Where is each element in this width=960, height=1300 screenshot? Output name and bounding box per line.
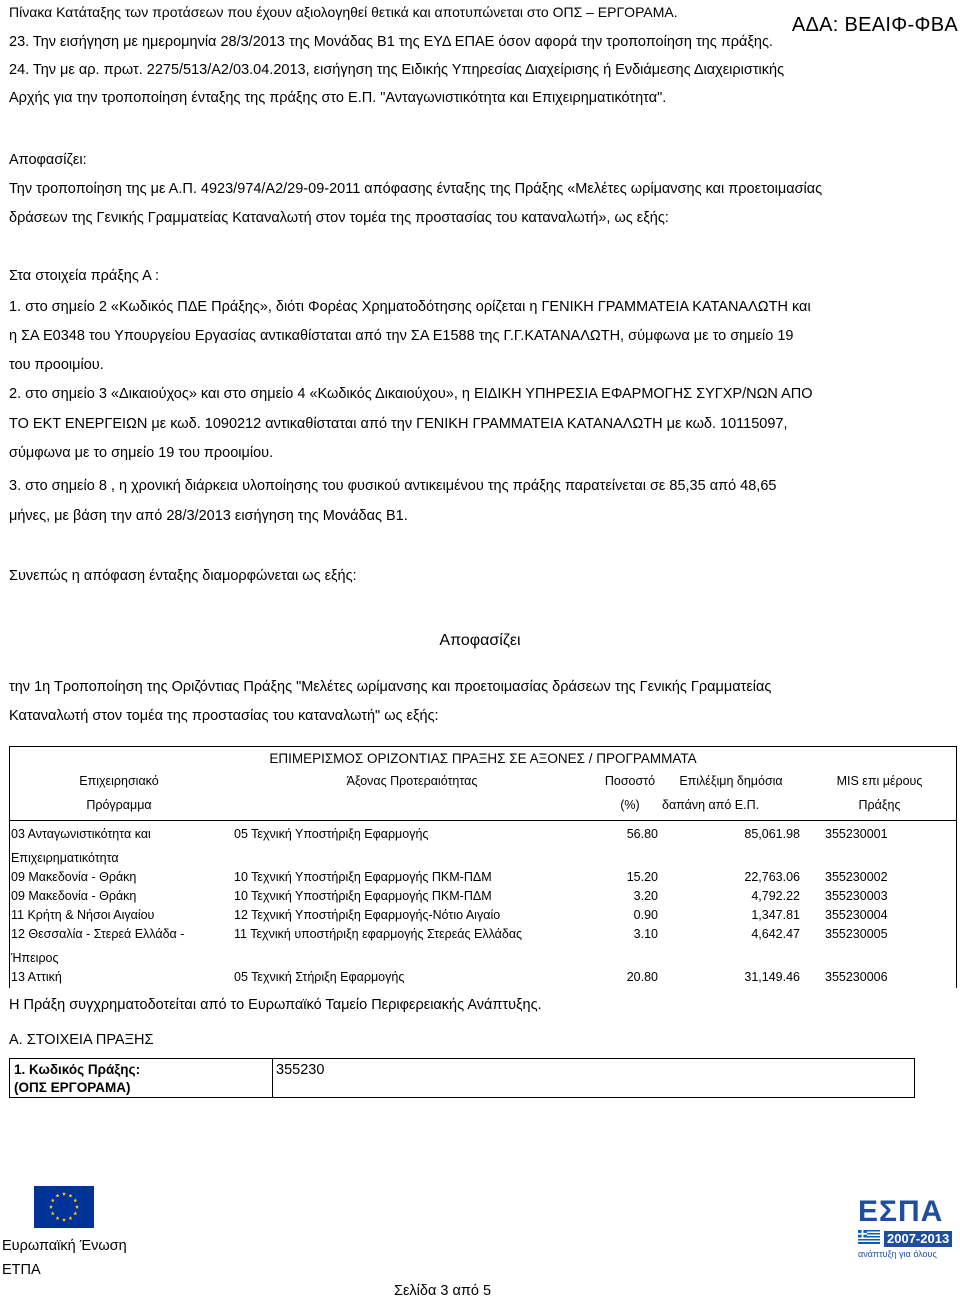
greek-flag-icon <box>858 1230 880 1247</box>
table-row-4-mis: 355230004 <box>825 908 888 922</box>
table-row-1-percent: 56.80 <box>626 827 658 841</box>
table-row-6-percent: 20.80 <box>626 970 658 984</box>
ada-code: ΑΔΑ: ΒΕΑΙΦ-ΦΒΑ <box>791 14 958 36</box>
table-row-3-mis: 355230003 <box>825 889 888 903</box>
eu-flag-icon <box>34 1186 94 1231</box>
table-row-5-axis: 11 Τεχνική υποστήριξη εφαρμογής Στερεάς Ελλάδας <box>234 927 523 941</box>
espa-slogan: ανάπτυξη για όλους <box>858 1249 937 1259</box>
table-row-5-percent: 3.10 <box>633 927 658 941</box>
table-row-2-program: 09 Μακεδονία - Θράκη <box>11 870 137 884</box>
table-row-1-expense: 85,061.98 <box>744 827 800 841</box>
modification-line1: Την τροποποίηση της με Α.Π. 4923/974/Α2/29-09-2011 απόφασης ένταξης της Πράξης «Μελέτες ωρίμανσης και προετοιμασίας <box>9 181 823 197</box>
espa-years: 2007-2013 <box>884 1231 952 1247</box>
consequently-line: Συνεπώς η απόφαση ένταξης διαμορφώνεται ως εξής: <box>9 568 357 584</box>
table-row-3-expense: 4,792.22 <box>751 889 800 903</box>
header-program: Επιχειρησιακό Πρόγραμμα <box>79 774 159 812</box>
table-row-3-axis: 10 Τεχνική Υποστήριξη Εφαρμογής ΠΚΜ-ΠΔΜ <box>234 889 492 903</box>
item1-line1: 1. στο σημείο 2 «Κωδικός ΠΔΕ Πράξης», διότι Φορέας Χρηματοδότησης ορίζεται η ΓΕΝΙΚΗ ΓΡΑΜΜΑΤΕΙΑ ΚΑΤΑΝΑΛΩΤΗ και <box>9 299 811 315</box>
header-expense: Επιλέξιμη δημόσια δαπάνη από Ε.Π. <box>662 774 783 812</box>
table-row-4-program: 11 Κρήτη & Νήσοι Αιγαίου <box>11 908 155 922</box>
project-code-divider <box>272 1059 273 1097</box>
project-code-value: 355230 <box>276 1062 325 1078</box>
table-row-6-program: 13 Αττική <box>11 970 62 984</box>
table-row-1-program: 03 Ανταγωνιστικότητα και Επιχειρηματικότητα <box>11 827 151 865</box>
paragraph-23: 23. Την εισήγηση με ημερομηνία 28/3/2013 της Μονάδας Β1 της ΕΥΔ ΕΠΑΕ όσον αφορά την τροποποίηση της πράξης. <box>9 34 773 50</box>
first-modification-line2: Καταναλωτή στον τομέα της προστασίας του καταναλωτή" ως εξής: <box>9 708 439 724</box>
decides-label: Αποφασίζει: <box>9 152 87 168</box>
paragraph-24-line2: Αρχής για την τροποποίηση ένταξης της πράξης στο Ε.Π. "Ανταγωνιστικότητα και Επιχειρηματικότητα". <box>9 90 667 106</box>
table-row-2-percent: 15.20 <box>626 870 658 884</box>
item2-line2: ΤΟ ΕΚΤ ΕΝΕΡΓΕΙΩΝ με κωδ. 1090212 αντικαθίσταται από την ΓΕΝΙΚΗ ΓΡΑΜΜΑΤΕΙΑ ΚΑΤΑΝΑΛΩΤΗ με κωδ. 10115097, <box>9 416 788 432</box>
table-row-6-expense: 31,149.46 <box>744 970 800 984</box>
item2-line3: σύμφωνα με το σημείο 19 του προοιμίου. <box>9 445 274 461</box>
table-row-5-mis: 355230005 <box>825 927 888 941</box>
table-row-5-expense: 4,642.47 <box>751 927 800 941</box>
table-row-5-program: 12 Θεσσαλία - Στερεά Ελλάδα - Ήπειρος <box>11 927 185 965</box>
eu-label: Ευρωπαϊκή Ένωση <box>2 1238 127 1254</box>
table-row-4-percent: 0.90 <box>633 908 658 922</box>
page-number: Σελίδα 3 από 5 <box>394 1283 492 1299</box>
item1-line2: η ΣΑ Ε0348 του Υπουργείου Εργασίας αντικαθίσταται από την ΣΑ Ε1588 της Γ.Γ.ΚΑΤΑΝΑΛΩΤΗ, σύμφωνα με το σημείο 19 <box>9 328 794 344</box>
table-row-4-expense: 1,347.81 <box>751 908 800 922</box>
item1-line3: του προοιμίου. <box>9 357 104 373</box>
header-axis: Άξονας Προτεραιότητας <box>346 774 478 788</box>
cofinance-note: Η Πράξη συγχρηματοδοτείται από το Ευρωπαϊκό Ταμείο Περιφερειακής Ανάπτυξης. <box>9 997 542 1013</box>
header-top-line: Πίνακα Κατάταξης των προτάσεων που έχουν αξιολογηθεί θετικά και αποτυπώνεται στο ΟΠΣ – ΕΡΓΟΡΑΜΑ. <box>9 4 678 20</box>
table-row-4-axis: 12 Τεχνική Υποστήριξη Εφαρμογής-Νότιο Αιγαίο <box>234 908 501 922</box>
table-row-1-axis: 05 Τεχνική Υποστήριξη Εφαρμογής <box>234 827 429 841</box>
table-row-2-mis: 355230002 <box>825 870 888 884</box>
table-row-3-program: 09 Μακεδονία - Θράκη <box>11 889 137 903</box>
header-percent: Ποσοστό (%) <box>604 774 656 812</box>
item2-line1: 2. στο σημείο 3 «Δικαιούχος» και στο σημείο 4 «Κωδικός Δικαιούχου», η ΕΙΔΙΚΗ ΥΠΗΡΕΣΙΑ ΕΦΑΡΜΟΓΗΣ ΣΥΓΧΡ/ΝΩΝ ΑΠΟ <box>9 386 813 402</box>
section-a-title: Α. ΣΤΟΙΧΕΙΑ ΠΡΑΞΗΣ <box>9 1032 154 1048</box>
header-mis: MIS επι μέρους Πράξης <box>836 774 923 812</box>
item3-line2: μήνες, με βάση την από 28/3/2013 εισήγηση της Μονάδας Β1. <box>9 508 408 524</box>
table-row-1-mis: 355230001 <box>825 827 888 841</box>
table-row-6-axis: 05 Τεχνική Στήριξη Εφαρμογής <box>234 970 405 984</box>
table-row-2-axis: 10 Τεχνική Υποστήριξη Εφαρμογής ΠΚΜ-ΠΔΜ <box>234 870 492 884</box>
item3-line1: 3. στο σημείο 8 , η χρονική διάρκεια υλοποίησης του φυσικού αντικειμένου της πράξης παρατείνεται σε 85,35 από 48,65 <box>9 478 777 494</box>
table-row-6-mis: 355230006 <box>825 970 888 984</box>
allocation-table-title: ΕΠΙΜΕΡΙΣΜΟΣ ΟΡΙΖΟΝΤΙΑΣ ΠΡΑΞΗΣ ΣΕ ΑΞΟΝΕΣ / ΠΡΟΓΡΑΜΜΑΤΑ <box>269 751 697 766</box>
project-data-heading: Στα στοιχεία πράξης Α : <box>9 268 160 284</box>
decides-heading: Αποφασίζει <box>439 632 521 649</box>
header-divider <box>9 820 957 821</box>
first-modification-line1: την 1η Τροποποίηση της Οριζόντιας Πράξης "Μελέτες ωρίμανσης και προετοιμασίας δράσεων της Γενικής Γραμματείας <box>9 679 772 695</box>
project-code-box <box>9 1058 915 1098</box>
project-code-label: 1. Κωδικός Πράξης: (ΟΠΣ ΕΡΓΟΡΑΜΑ) <box>14 1062 141 1095</box>
table-row-2-expense: 22,763.06 <box>744 870 800 884</box>
paragraph-24-line1: 24. Την με αρ. πρωτ. 2275/513/Α2/03.04.2013, εισήγηση της Ειδικής Υπηρεσίας Διαχείρισης ή Ενδιάμεσης Διαχειριστικής <box>9 62 785 78</box>
erdf-label: ΕΤΠΑ <box>2 1262 41 1278</box>
espa-logo <box>858 1196 958 1259</box>
espa-logo-text: ΕΣΠΑ <box>858 1195 944 1228</box>
table-row-3-percent: 3.20 <box>633 889 658 903</box>
modification-line2: δράσεων της Γενικής Γραμματείας Καταναλωτή στον τομέα της προστασίας του καταναλωτή», ως εξής: <box>9 210 669 226</box>
